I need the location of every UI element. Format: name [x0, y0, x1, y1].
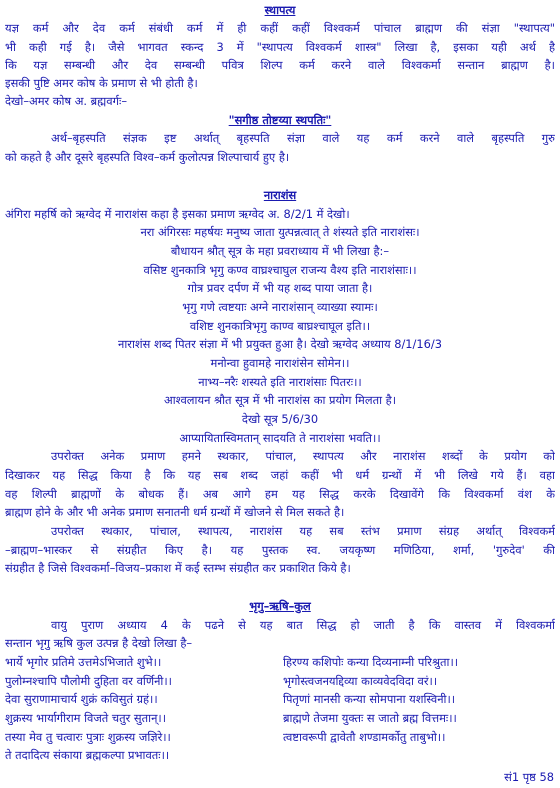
verse-line: आश्वलायन श्रौत सूत्र में भी नाराशंस का प्रयोग मिलता है।: [163, 393, 397, 407]
text-line: अर्थ–बृहस्पति संज्ञक इष्ट अर्थात् बृहस्पति संज्ञा वाले यह कर्म करने वाले बृहस्पति गुरु: [51, 131, 555, 145]
text-line: ब्राह्मण होने के और भी अनेक प्रमाण सनातनी धर्म ग्रन्थों में खोजने से मिल सकते है।: [5, 505, 345, 519]
verse-line: नाभ्य–नरैः शस्यते इति नाराशंसाः पितरः।।: [198, 375, 362, 389]
heading-sthapati: "सगीष्ठ तोष्टय्या स्थपतिः": [228, 113, 332, 127]
verse-line: नरा अंगिरसः महर्षयः मनुष्य जाता युत्पन्नत्वात् ते शंस्यते इति नाराशंसः।: [140, 225, 420, 239]
verse-left: ते तदादित्य संकाया ब्रह्मकल्पा प्रभावतः।।: [5, 748, 170, 762]
text-line: वह शिल्पी ब्राह्मणों के बोधक हैं। अब आगे हम यह सिद्ध करके दिखावेंगे कि विश्वकर्मा वंश के: [5, 487, 555, 501]
heading-sthapatya: स्थापत्य: [264, 3, 296, 17]
verse-left: भार्ये भृगोर प्रतिमे उत्तमेऽभिजाते शुभे।।: [5, 655, 162, 669]
page-number: सं1 पृष्ठ 58: [504, 770, 554, 784]
text-line: –ब्राह्मण–भास्कर से संग्रहीत किए है। यह पुस्तक स्व. जयकृष्ण मणिठिया, शर्मा, 'गुरुदेव' की: [5, 543, 555, 557]
verse-line: गोत्र प्रवर दर्पण में भी यह शब्द पाया जाता है।: [187, 281, 373, 295]
verse-line: भृगु गणे त्वष्टयाः अग्ने नाराशंसान् व्याख्या स्यामः।: [182, 300, 378, 314]
verse-line: बौधायन श्रौत् सूत्र के महा प्रवराध्याय में भी लिखा है:–: [170, 244, 390, 258]
verse-left: तस्या मेव तु चत्वारः पुत्राः शुक्रस्य जज्ञिरे।।: [5, 730, 171, 744]
text-line: देखो–अमर कोष अ. ब्रह्मवर्गः–: [5, 94, 128, 108]
text-line: दिखाकर यह सिद्ध किया है कि यह सब शब्द जहां कहीं भी धर्म ग्रन्थों में भी लिखे गये हैं। वहा: [5, 468, 555, 482]
verse-line: मनोन्वा हुवामहे नाराशंसेन सोमेन।।: [210, 356, 350, 370]
text-line: यज्ञ कर्म और देव कर्म संबंधी कर्म में ही कहीं कहीं विश्वकर्म पांचाल ब्राह्मण की संज्ञा "स्थापत्य": [5, 21, 555, 35]
verse-line: देखो सूत्र 5/6/30: [241, 412, 319, 426]
verse-right: ब्राह्मणे तेजमा युक्तः स जातो ब्रह्म वित्तमः।।: [283, 711, 457, 725]
verse-right: हिरण्य कशिपोः कन्या दिव्यनाम्नी परिश्रुता।।: [283, 655, 459, 669]
verse-right: भृगोस्त्वजनयद्दिव्या काव्यवेदविदा वरं।।: [283, 674, 438, 688]
verse-left: देवा सुराणामाचार्य शुक्रं कविसुतं ग्रहं।।: [5, 692, 158, 706]
verse-line: नाराशंस शब्द पितर संज्ञा में भी प्रयुक्त हुआ है। देखो ऋग्वेद अध्याय 8/1/16/3: [118, 337, 442, 351]
verse-line: वशिष्ट शुनकात्रिभृगु काण्व बाघ्रश्चाघूल इति।।: [189, 319, 371, 333]
verse-line: वसिष्ट शुनकात्रि भृगु कण्व वाघ्रश्चाघुल राजन्य वैश्य इति नाराशंसाः।।: [143, 263, 417, 277]
text-line: संग्रहीत है जिसे विश्वकर्मा–विजय–प्रकाश में कई स्तम्भ संग्रहीत कर प्रकाशित किये है।: [5, 561, 351, 575]
verse-right: पितृणां मानसी कन्या सोमपाना यशस्विनी।।: [283, 692, 456, 706]
heading-bhrigu: भृगु–ऋषि–कुल: [249, 599, 311, 613]
heading-narashansa: नाराशंस: [263, 188, 297, 202]
text-line: को कहते है और दूसरे बृहस्पति विश्व–कर्म कुलोत्पन्न शिल्पाचार्य हुए है।: [5, 150, 290, 164]
text-line: उपरोक्त अनेक प्रमाण हमने स्थकार, पांचाल, स्थापत्य और नाराशंस शब्दों के प्रयोग को: [51, 449, 555, 463]
text-line: भी कही गई है। जैसे भागवत स्कन्द 3 में "स्थापत्य विश्वकर्म शास्त्र" लिखा है, इसका यही अर्थ है: [5, 40, 555, 54]
verse-left: पुलोम्नश्चापि पौलोमी दुहिता वर वर्णिनी।।: [5, 674, 172, 688]
verse-right: त्वष्टावरूपी द्वावेतौ शण्डामर्कोतु ताबुभो।।: [283, 730, 446, 744]
text-line: कि यज्ञ सम्बन्धी और देव सम्बन्धी पवित्र शिल्प कर्म करने वाले विश्वकर्मा सन्तान ब्राह्मण है।: [5, 58, 555, 72]
text-line: उपरोक्त स्थकार, पांचाल, स्थापत्य, नाराशंस यह सब स्तंभ प्रमाण संग्रह अर्थात् विश्वकर्म: [51, 524, 555, 538]
verse-line: आप्यायितास्विमतान् सादयति ते नाराशंसा भवति।।: [179, 431, 381, 445]
verse-left: शुक्रस्य भार्यागीराम विजते चतुर सुतान्।।: [5, 711, 167, 725]
text-line: वायु पुराण अध्याय 4 के पढने से यह बात सिद्ध हो जाती है कि वास्तव में विश्वकर्मा: [51, 618, 555, 632]
text-line: अंगिरा महर्षि को ऋग्वेद में नाराशंस कहा है इसका प्रमाण ऋग्वेद अ. 8/2/1 में देखो।: [5, 207, 350, 221]
text-line: इसकी पुष्टि अमर कोष के प्रमाण से भी होती है।: [5, 76, 198, 90]
text-line: सन्तान भृगु ऋषि कुल उत्पन्न है देखो लिखा है–: [5, 636, 193, 650]
